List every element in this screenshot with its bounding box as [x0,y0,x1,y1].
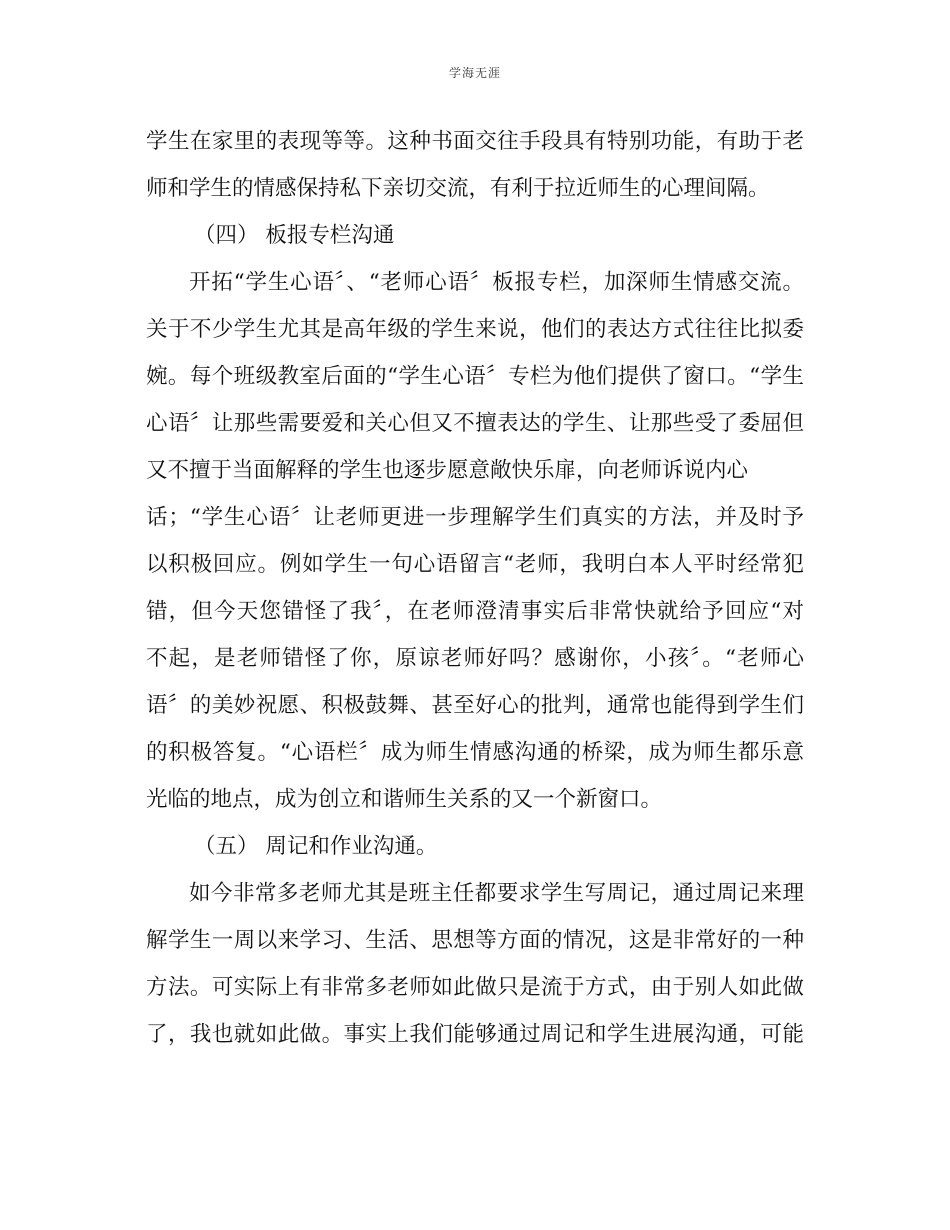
paragraph-line: 的积极答复。“心语栏〞成为师生情感沟通的桥梁，成为师生都乐意 [146,740,804,765]
paragraph-line: 错，但今天您错怪了我〞，在老师澄清事实后非常快就给予回应“对 [146,599,804,624]
paragraph-line: 光临的地点，成为创立和谐师生关系的又一个新窗口。 [146,787,663,812]
page-header: 学海无涯 [448,66,501,80]
paragraph-line: 开拓“学生心语〞、“老师心语〞板报专栏，加深师生情感交流。 [189,270,804,295]
paragraph-line: 如今非常多老师尤其是班主任都要求学生写周记，通过周记来理 [189,881,804,906]
paragraph-line: 心语〞让那些需要爱和关心但又不擅表达的学生、让那些受了委屈但 [146,411,804,436]
paragraph-line: 学生在家里的表现等等。这种书面交往手段具有特别功能，有助于老 [146,129,804,154]
paragraph-line: 关于不少学生尤其是高年级的学生来说，他们的表达方式往往比拟委 [146,317,804,342]
paragraph-line: 语〞的美妙祝愿、积极鼓舞、甚至好心的批判，通常也能得到学生们 [146,693,804,718]
section-heading: （四） 板报专栏沟通 [194,223,395,248]
paragraph-line: 婉。每个班级教室后面的“学生心语〞专栏为他们提供了窗口。“学生 [146,364,804,389]
paragraph-line: 解学生一周以来学习、生活、思想等方面的情况，这是非常好的一种 [146,928,804,953]
paragraph-line: 方法。可实际上有非常多老师如此做只是流于方式，由于别人如此做 [146,975,804,1000]
paragraph-line: 话；“学生心语〞让老师更进一步理解学生们真实的方法，并及时予 [146,505,804,530]
paragraph-line: 以积极回应。例如学生一句心语留言“老师，我明白本人平时经常犯 [146,552,804,577]
paragraph-line: 又不擅于当面解释的学生也逐步愿意敞快乐扉，向老师诉说内心 [146,458,749,483]
paragraph-line: 了，我也就如此做。事实上我们能够通过周记和学生进展沟通，可能 [146,1022,804,1047]
paragraph-line: 师和学生的情感保持私下亲切交流，有利于拉近师生的心理间隔。 [146,176,770,201]
section-heading: （五） 周记和作业沟通。 [194,834,438,859]
document-body [146,118,804,1058]
paragraph-line: 不起，是老师错怪了你，原谅老师好吗？感谢你，小孩〞。“老师心 [146,646,804,671]
